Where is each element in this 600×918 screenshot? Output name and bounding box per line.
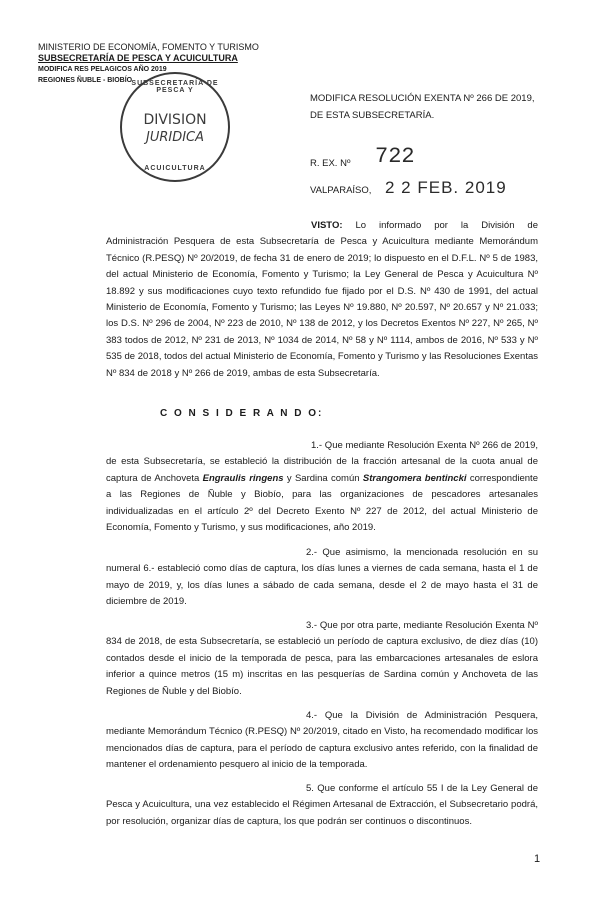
considerando-3 bbox=[106, 618, 538, 700]
considerando-3-text: 3.- Que por otra parte, mediante Resolución Exenta Nº 834 de 2018, de esta Subsecretaría, se estableció un período de captura exclusivo, de diez días (10) contados desde el inicio de la temporada de pesca, para las embarcaciones artesanales de eslora inferior a quince metros (15 m) inscritas en las pesquerías de Sardina común y Anchoveta de las Regiones de Ñuble y del Biobío. bbox=[106, 620, 538, 697]
rex-number: 722 bbox=[375, 144, 415, 169]
considerando-5 bbox=[106, 781, 538, 830]
stamp-line-1: DIVISION bbox=[143, 112, 207, 128]
stamp-ring-bottom: ACUICULTURA bbox=[144, 165, 206, 172]
considerando-heading: C O N S I D E R A N D O: bbox=[160, 408, 324, 419]
date-label: VALPARAÍSO, bbox=[310, 185, 372, 196]
considerando-1-text-b: y Sardina común bbox=[283, 472, 363, 484]
resolution-date bbox=[310, 180, 570, 204]
considerando-2 bbox=[106, 545, 538, 611]
considerando-4 bbox=[106, 708, 538, 774]
rex-label: R. EX. Nº bbox=[310, 158, 351, 169]
subsecretaria-name: SUBSECRETARÍA DE PESCA Y ACUICULTURA bbox=[38, 53, 238, 63]
resolution-subject: MODIFICA RESOLUCIÓN EXENTA Nº 266 DE 2019, DE ESTA SUBSECRETARÍA. bbox=[310, 93, 535, 121]
species-engraulis: Engraulis ringens bbox=[202, 472, 284, 484]
visto-label: VISTO: bbox=[311, 220, 343, 231]
considerando-4-text: 4.- Que la División de Administración Pesquera, mediante Memorándum Técnico (R.PESQ) Nº 20/2019, citado en Visto, ha recomendado modificar los mencionados días de captura, para el período de captura exclusivo antes referido, con la finalidad de mantener el ordenamiento pesquero al inicio de la temporada. bbox=[106, 710, 538, 771]
resolution-number bbox=[310, 144, 570, 180]
considerando-5-text: 5. Que conforme el artículo 55 I de la Ley General de Pesca y Acuicultura, una vez establecido el Régimen Artesanal de Extracción, el Subsecretario podrá, por resolución, organizar días de captura, los que podrán ser continuos o discontinuos. bbox=[106, 783, 538, 827]
date-value: 2 2 FEB. 2019 bbox=[385, 178, 507, 197]
stamp-ring-top: SUBSECRETARÍA DE PESCA Y bbox=[131, 80, 219, 94]
page-number: 1 bbox=[534, 853, 541, 865]
considerando-1-text-a: 1.- Que mediante Resolución Exenta Nº 266 de 2019, de esta Subsecretaría, se estableció la distribución de la fracción artesanal de la cuota anual de captura de Anchoveta bbox=[106, 440, 538, 484]
species-strangomera: Strangomera bentincki bbox=[362, 472, 467, 484]
stamp-line-2: JURIDICA bbox=[145, 130, 205, 145]
regions-line: REGIONES ÑUBLE - BIOBÍO bbox=[38, 77, 133, 84]
division-juridica-stamp bbox=[120, 72, 230, 182]
considerando-2-text: 2.- Que asimismo, la mencionada resolución en su numeral 6.- estableció como días de captura, los días lunes a viernes de cada semana, hasta el 1 de mayo de 2019, y, los días lunes a sábado de cada semana, desde el 2 de mayo hasta el 31 de diciembre de 2019. bbox=[106, 547, 538, 608]
visto-section bbox=[106, 218, 538, 382]
considerando-1 bbox=[106, 438, 538, 536]
visto-text: Lo informado por la División de Administración Pesquera de esta Subsecretaría de Pesca y Acuicultura mediante Memorándum Técnico (R.PESQ) Nº 20/2019, de fecha 31 de enero de 2019; lo dispuesto en el D.F.L. Nº 5 de 1983, del actual Ministerio de Economía, Fomento y Turismo; la Ley General de Pesca y Acuicultura Nº 18.892 y sus modificaciones cuyo texto refundido fue fijado por el D.S. Nº 430 de 1991, del actual Ministerio de Economía, Fomento y Turismo; las Leyes Nº 19.880, Nº 20.597, Nº 20.657 y Nº 21.033; los D.S. Nº 296 de 2004, Nº 223 de 2010, Nº 138 de 2012, y los Decretos Exentos Nº 227, Nº 265, Nº 383 todos de 2012, Nº 231 de 2013, Nº 1034 de 2014, Nº 58 y Nº 1114, ambos de 2016, Nº 533 y Nº 535 de 2018, todos del actual Ministerio de Economía, Fomento y Turismo y las Resoluciones Exentas Nº 834 de 2018 y Nº 266 de 2019, ambas de esta Subsecretaría. bbox=[106, 220, 539, 379]
considerando-1-text-c: correspondiente a las Regiones de Ñuble y Biobío, para las organizaciones de pescadores artesanales individualizadas en el artículo 2º del Decreto Exento Nº 227 de 2012, del actual Ministerio de Economía, Fomento y Turismo, y sus modificaciones, año 2019. bbox=[106, 472, 538, 534]
ministry-name: MINISTERIO DE ECONOMÍA, FOMENTO Y TURISMO bbox=[38, 42, 259, 52]
reference-line: MODIFICA RES PELAGICOS AÑO 2019 bbox=[38, 66, 167, 73]
